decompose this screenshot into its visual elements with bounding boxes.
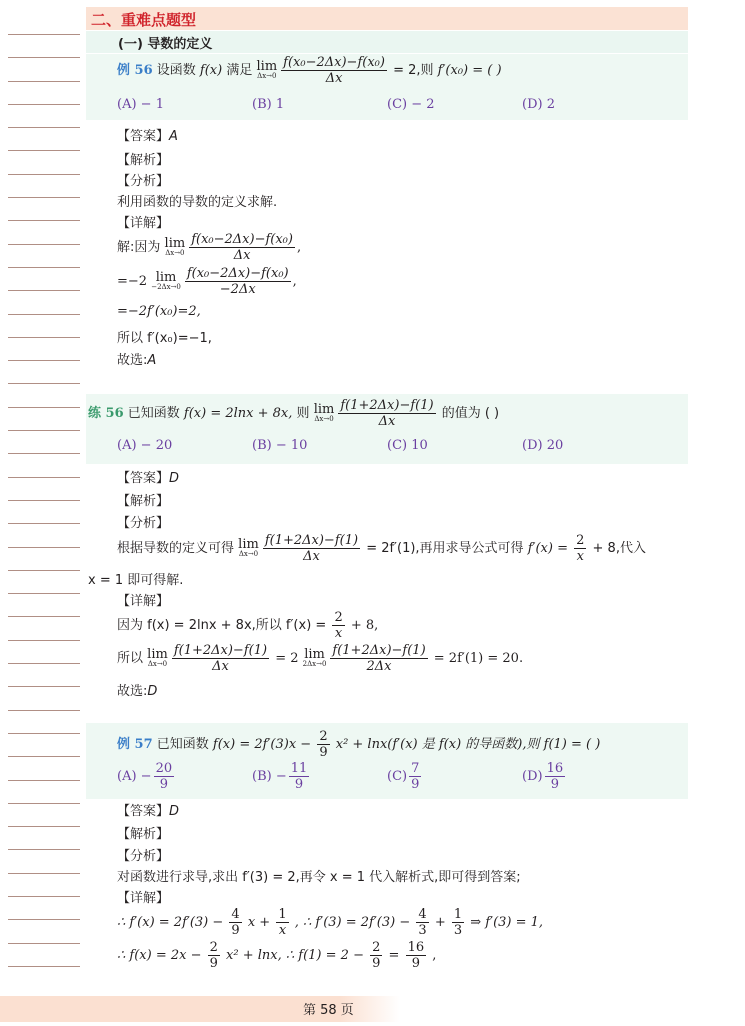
option-d: (D) $\frac{16}{9}$ bbox=[522, 761, 564, 792]
margin-note-line bbox=[8, 407, 80, 408]
margin-note-line bbox=[8, 383, 80, 384]
margin-note-line bbox=[8, 733, 80, 734]
margin-note-line bbox=[8, 663, 80, 664]
margin-note-line bbox=[8, 197, 80, 198]
option-c: (C) − 2 bbox=[387, 97, 435, 112]
margin-note-line bbox=[8, 640, 80, 641]
option-b: (B) − 10 bbox=[252, 438, 308, 453]
margin-note-line bbox=[8, 57, 80, 58]
example-56-stem: 例 56 设函数 f(x) 满足 lim Δx→0 $\frac{\text{f(x₀−2Δx)−f(x₀)}}{\Delta x}$ = 2,则 f′(x₀) = ( ) bbox=[117, 55, 502, 86]
margin-note-line bbox=[8, 873, 80, 874]
option-c: (C) 10 bbox=[387, 438, 428, 453]
fraction: $\frac{\text{f(x₀−2Δx)−f(x₀)}}{\Delta x}$ bbox=[283, 55, 385, 86]
margin-note-line bbox=[8, 710, 80, 711]
subsection-title: (一) 导数的定义 bbox=[118, 37, 213, 52]
analysis-heading: 【解析】 bbox=[117, 153, 170, 168]
margin-note-line bbox=[8, 896, 80, 897]
margin-note-line bbox=[8, 220, 80, 221]
practice-56-stem: 练 56 已知函数 f(x) = 2lnx + 8x, 则 lim Δx→0 $\frac{f(1+2\Delta x)-f(1)}{\Delta x}$ 的值为 ( ) bbox=[88, 398, 500, 429]
solution-line-4: 所以 f′(x₀)=−1, bbox=[117, 331, 212, 346]
margin-note-line bbox=[8, 174, 80, 175]
page-number: 第 58 页 bbox=[303, 1003, 354, 1018]
fenxi-text: 对函数进行求导,求出 f′(3) = 2,再令 x = 1 代入解析式,即可得到答案; bbox=[117, 870, 521, 885]
option-b: (B) 1 bbox=[252, 97, 285, 112]
margin-note-line bbox=[8, 81, 80, 82]
detail-line-2: 所以 lim Δx→0 $\frac{f(1+2\Delta x)-f(1)}{\Delta x}$ = 2 lim 2Δx→0 $\frac{f(1+2\Delta x)-f(1)}{2\Delta x}$ = 2f′(1) = 20. bbox=[117, 643, 524, 674]
fenxi-heading: 【分析】 bbox=[117, 516, 170, 531]
margin-note-line bbox=[8, 919, 80, 920]
margin-note-line bbox=[8, 570, 80, 571]
detail-heading: 【详解】 bbox=[117, 891, 170, 906]
margin-note-line bbox=[8, 500, 80, 501]
margin-note-lines bbox=[8, 34, 80, 989]
margin-note-line bbox=[8, 826, 80, 827]
detail-line-1: 因为 f(x) = 2lnx + 8x,所以 f′(x) = $\frac{2}{x}$ + 8, bbox=[117, 610, 379, 641]
fenxi-heading: 【分析】 bbox=[117, 174, 170, 189]
detail-heading: 【详解】 bbox=[117, 594, 170, 609]
detail-line-1: ∴ f′(x) = 2f′(3) − $\frac{4}{9}$ x + $\frac{1}{x}$ , ∴ f′(3) = 2f′(3) − $\frac{4}{3}$ + $\frac{1}{3}$ ⇒ f′(3) = 1, bbox=[117, 907, 544, 938]
fenxi-text: 利用函数的导数的定义求解. bbox=[117, 195, 278, 210]
fenxi-line-1: 根据导数的定义可得 lim Δx→0 $\frac{f(1+2\Delta x)-f(1)}{\Delta x}$ = 2f′(1),再用求导公式可得 f′(x) = $\frac{2}{x}$ + 8,代入 bbox=[117, 533, 646, 564]
option-b: (B) − $\frac{11}{9}$ bbox=[252, 761, 308, 792]
margin-note-line bbox=[8, 943, 80, 944]
margin-note-line bbox=[8, 290, 80, 291]
margin-note-line bbox=[8, 360, 80, 361]
example-57-stem: 例 57 已知函数 f(x) = 2f′(3)x − $\frac{2}{9}$ x² + lnx(f′(x) 是 f(x) 的导函数),则 f(1) = ( ) bbox=[117, 729, 601, 760]
margin-note-line bbox=[8, 430, 80, 431]
margin-note-line bbox=[8, 314, 80, 315]
analysis-heading: 【解析】 bbox=[117, 827, 170, 842]
detail-line-2: ∴ f(x) = 2x − $\frac{2}{9}$ x² + lnx, ∴ f(1) = 2 − $\frac{2}{9}$ = $\frac{16}{9}$ , bbox=[117, 940, 437, 971]
margin-note-line bbox=[8, 616, 80, 617]
example-label: 例 56 bbox=[117, 63, 153, 78]
fenxi-heading: 【分析】 bbox=[117, 849, 170, 864]
answer-line: 【答案】A bbox=[117, 129, 178, 144]
margin-note-line bbox=[8, 849, 80, 850]
margin-note-line bbox=[8, 337, 80, 338]
solution-line-2: =−2 lim −2Δx→0 $\frac{\text{f(x₀−2Δx)−f(x₀)}}{-2\Delta x}$ , bbox=[117, 266, 297, 297]
choice-line: 故选:D bbox=[117, 684, 158, 699]
option-d: (D) 2 bbox=[522, 97, 555, 112]
limit: lim Δx→0 bbox=[256, 59, 278, 80]
margin-note-line bbox=[8, 686, 80, 687]
margin-note-line bbox=[8, 803, 80, 804]
margin-note-line bbox=[8, 127, 80, 128]
option-a: (A) − $\frac{20}{9}$ bbox=[117, 761, 173, 792]
answer-line: 【答案】D bbox=[117, 804, 180, 819]
section-title: 二、重难点题型 bbox=[91, 11, 197, 29]
margin-note-line bbox=[8, 104, 80, 105]
margin-note-line bbox=[8, 547, 80, 548]
option-a: (A) − 1 bbox=[117, 97, 164, 112]
margin-note-line bbox=[8, 756, 80, 757]
option-a: (A) − 20 bbox=[117, 438, 173, 453]
answer-line: 【答案】D bbox=[117, 471, 180, 486]
choice-line: 故选:A bbox=[117, 353, 157, 368]
margin-note-line bbox=[8, 453, 80, 454]
option-d: (D) 20 bbox=[522, 438, 564, 453]
margin-note-line bbox=[8, 150, 80, 151]
option-c: (C) $\frac{7}{9}$ bbox=[387, 761, 420, 792]
fenxi-line-2: x = 1 即可得解. bbox=[88, 573, 184, 588]
analysis-heading: 【解析】 bbox=[117, 494, 170, 509]
solution-line-1: 解:因为 lim Δx→0 $\frac{\text{f(x₀−2Δx)−f(x₀)}}{\Delta x}$ , bbox=[117, 232, 302, 263]
margin-note-line bbox=[8, 966, 80, 967]
solution-line-3: =−2f′(x₀)=2, bbox=[117, 304, 201, 319]
margin-note-line bbox=[8, 267, 80, 268]
detail-heading: 【详解】 bbox=[117, 216, 170, 231]
margin-note-line bbox=[8, 244, 80, 245]
margin-note-line bbox=[8, 593, 80, 594]
margin-note-line bbox=[8, 780, 80, 781]
margin-note-line bbox=[8, 34, 80, 35]
margin-note-line bbox=[8, 477, 80, 478]
margin-note-line bbox=[8, 523, 80, 524]
